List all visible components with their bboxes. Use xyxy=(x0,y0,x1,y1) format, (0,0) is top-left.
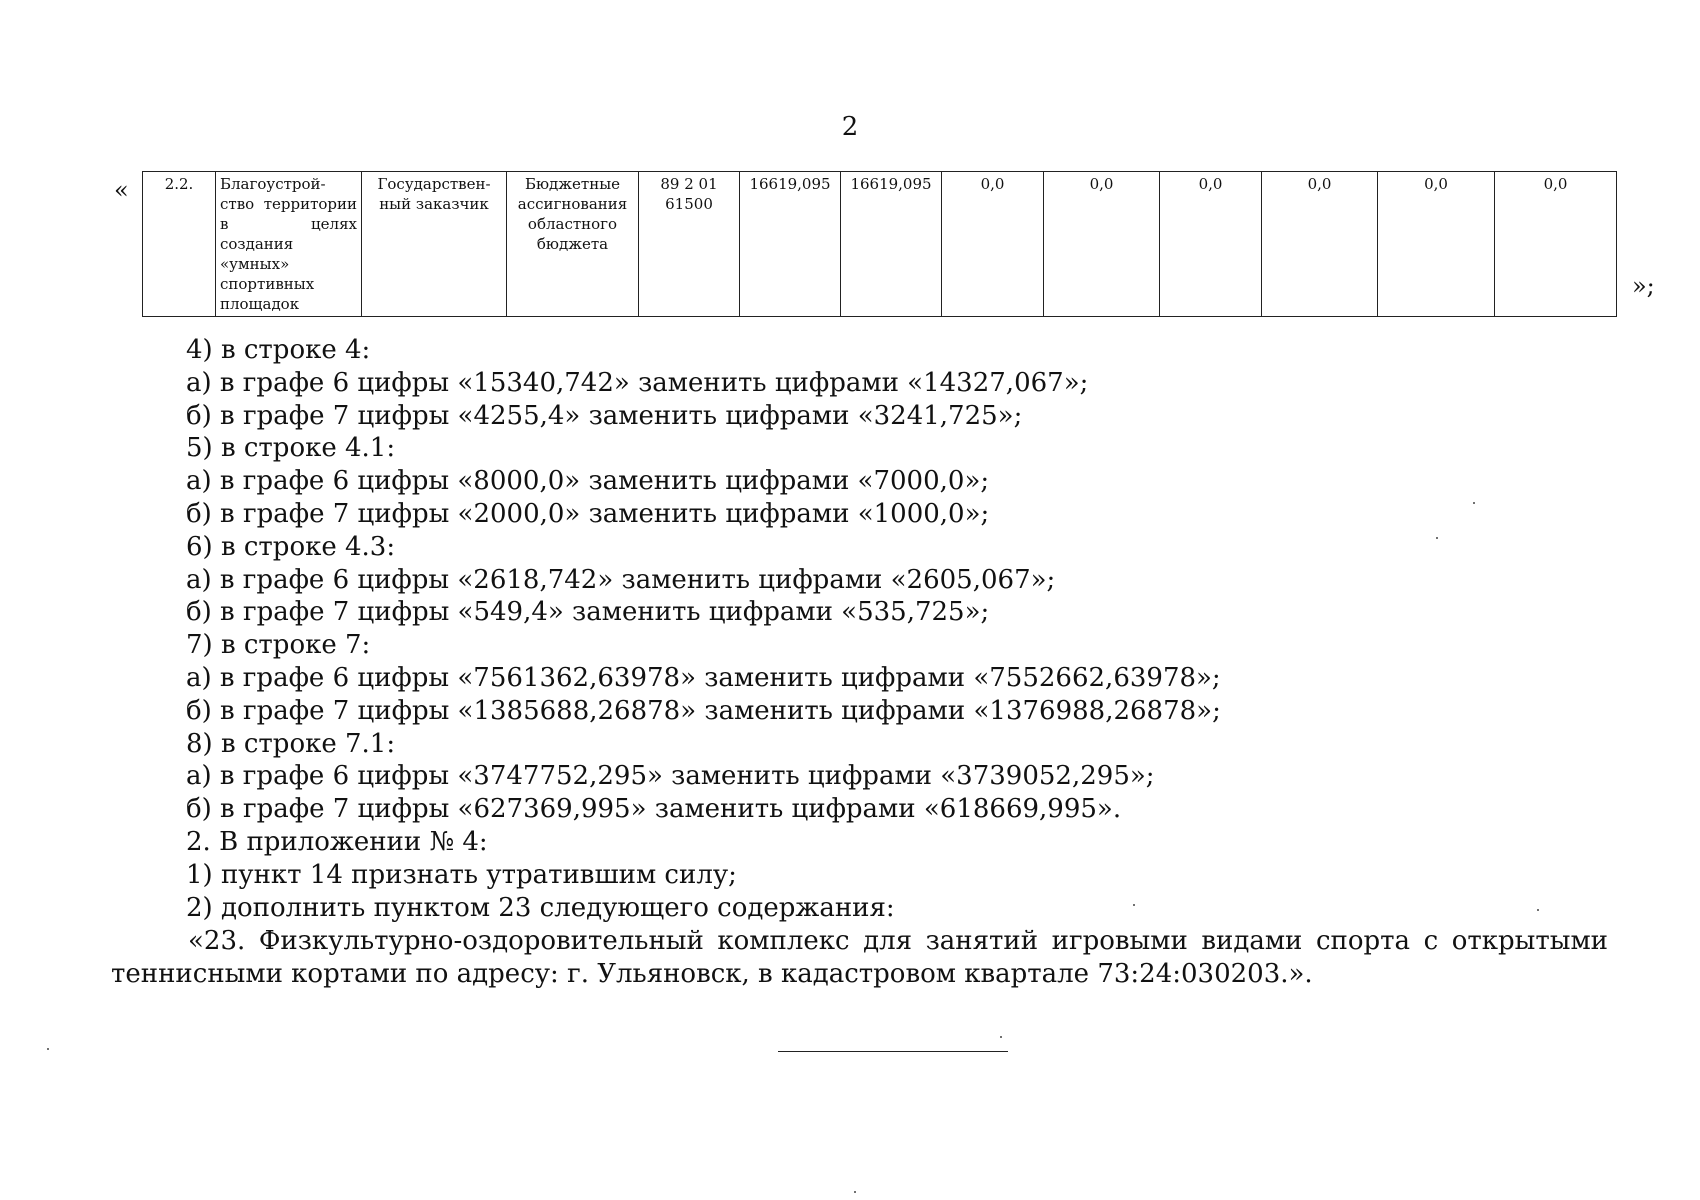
list-item: а) в графе 6 цифры «3747752,295» заменить цифрами «3739052,295»; xyxy=(186,761,1155,792)
page-number: 2 xyxy=(841,112,859,142)
year-5-amount-cell: 0,0 xyxy=(1262,172,1378,317)
customer-cell: Государствен-ный заказчик xyxy=(362,172,507,317)
year-6-amount-cell: 0,0 xyxy=(1378,172,1495,317)
list-item: б) в графе 7 цифры «549,4» заменить цифрами «535,725»; xyxy=(186,597,990,628)
list-item: 2. В приложении № 4: xyxy=(186,826,488,857)
year-1-amount-cell: 16619,095 xyxy=(841,172,942,317)
scan-speck xyxy=(854,1191,856,1193)
scan-speck xyxy=(1537,909,1539,911)
list-item: а) в графе 6 цифры «15340,742» заменить цифрами «14327,067»; xyxy=(186,367,1089,398)
closing-rule xyxy=(778,1051,1008,1052)
table-close-quote: »; xyxy=(1632,272,1655,300)
list-item: 1) пункт 14 признать утратившим силу; xyxy=(186,859,737,890)
scan-speck xyxy=(1000,1036,1002,1038)
total-amount-cell: 16619,095 xyxy=(740,172,841,317)
list-item: а) в графе 6 цифры «7561362,63978» заменить цифрами «7552662,63978»; xyxy=(186,662,1221,693)
list-item: 4) в строке 4: xyxy=(186,335,371,365)
list-item: а) в графе 6 цифры «8000,0» заменить цифрами «7000,0»; xyxy=(186,466,990,497)
list-item: 7) в строке 7: xyxy=(186,630,371,661)
funding-source-cell: Бюджетные ассигнования областного бюджета xyxy=(507,172,639,317)
list-item: а) в графе 6 цифры «2618,742» заменить цифрами «2605,067»; xyxy=(186,564,1056,595)
year-7-amount-cell: 0,0 xyxy=(1495,172,1617,317)
year-3-amount-cell: 0,0 xyxy=(1044,172,1160,317)
list-item: 6) в строке 4.3: xyxy=(186,531,396,562)
scan-speck xyxy=(1133,904,1135,906)
list-item: 8) в строке 7.1: xyxy=(186,728,396,759)
budget-code-cell: 89 2 01 61500 xyxy=(639,172,740,317)
year-4-amount-cell: 0,0 xyxy=(1160,172,1262,317)
list-item: 5) в строке 4.1: xyxy=(186,433,396,464)
amendment-list xyxy=(186,334,1606,924)
list-item: б) в графе 7 цифры «4255,4» заменить цифрами «3241,725»; xyxy=(186,400,1023,431)
final-paragraph: «23. Физкультурно-оздоровительный комплекс для занятий игровыми видами спорта с открытыми теннисными кортами по адресу: г. Ульяновск, в кадастровом квартале 73:24:030203.». xyxy=(111,926,1608,989)
scan-speck xyxy=(47,1048,49,1050)
year-2-amount-cell: 0,0 xyxy=(942,172,1044,317)
table-row xyxy=(143,172,1617,317)
list-item: б) в графе 7 цифры «2000,0» заменить цифрами «1000,0»; xyxy=(186,498,990,529)
scan-speck xyxy=(1436,537,1438,539)
list-item: б) в графе 7 цифры «627369,995» заменить цифрами «618669,995». xyxy=(186,794,1122,825)
amendment-table xyxy=(142,171,1617,317)
list-item: б) в графе 7 цифры «1385688,26878» заменить цифрами «1376988,26878»; xyxy=(186,695,1221,726)
scan-speck xyxy=(1473,502,1475,504)
list-item: 2) дополнить пунктом 23 следующего содержания: xyxy=(186,892,895,923)
measure-name-cell: Благоустрой-ство территории в целях создания «умных» спортивных площадок xyxy=(216,172,362,317)
row-number-cell: 2.2. xyxy=(143,172,216,317)
table-open-quote: « xyxy=(114,176,129,204)
